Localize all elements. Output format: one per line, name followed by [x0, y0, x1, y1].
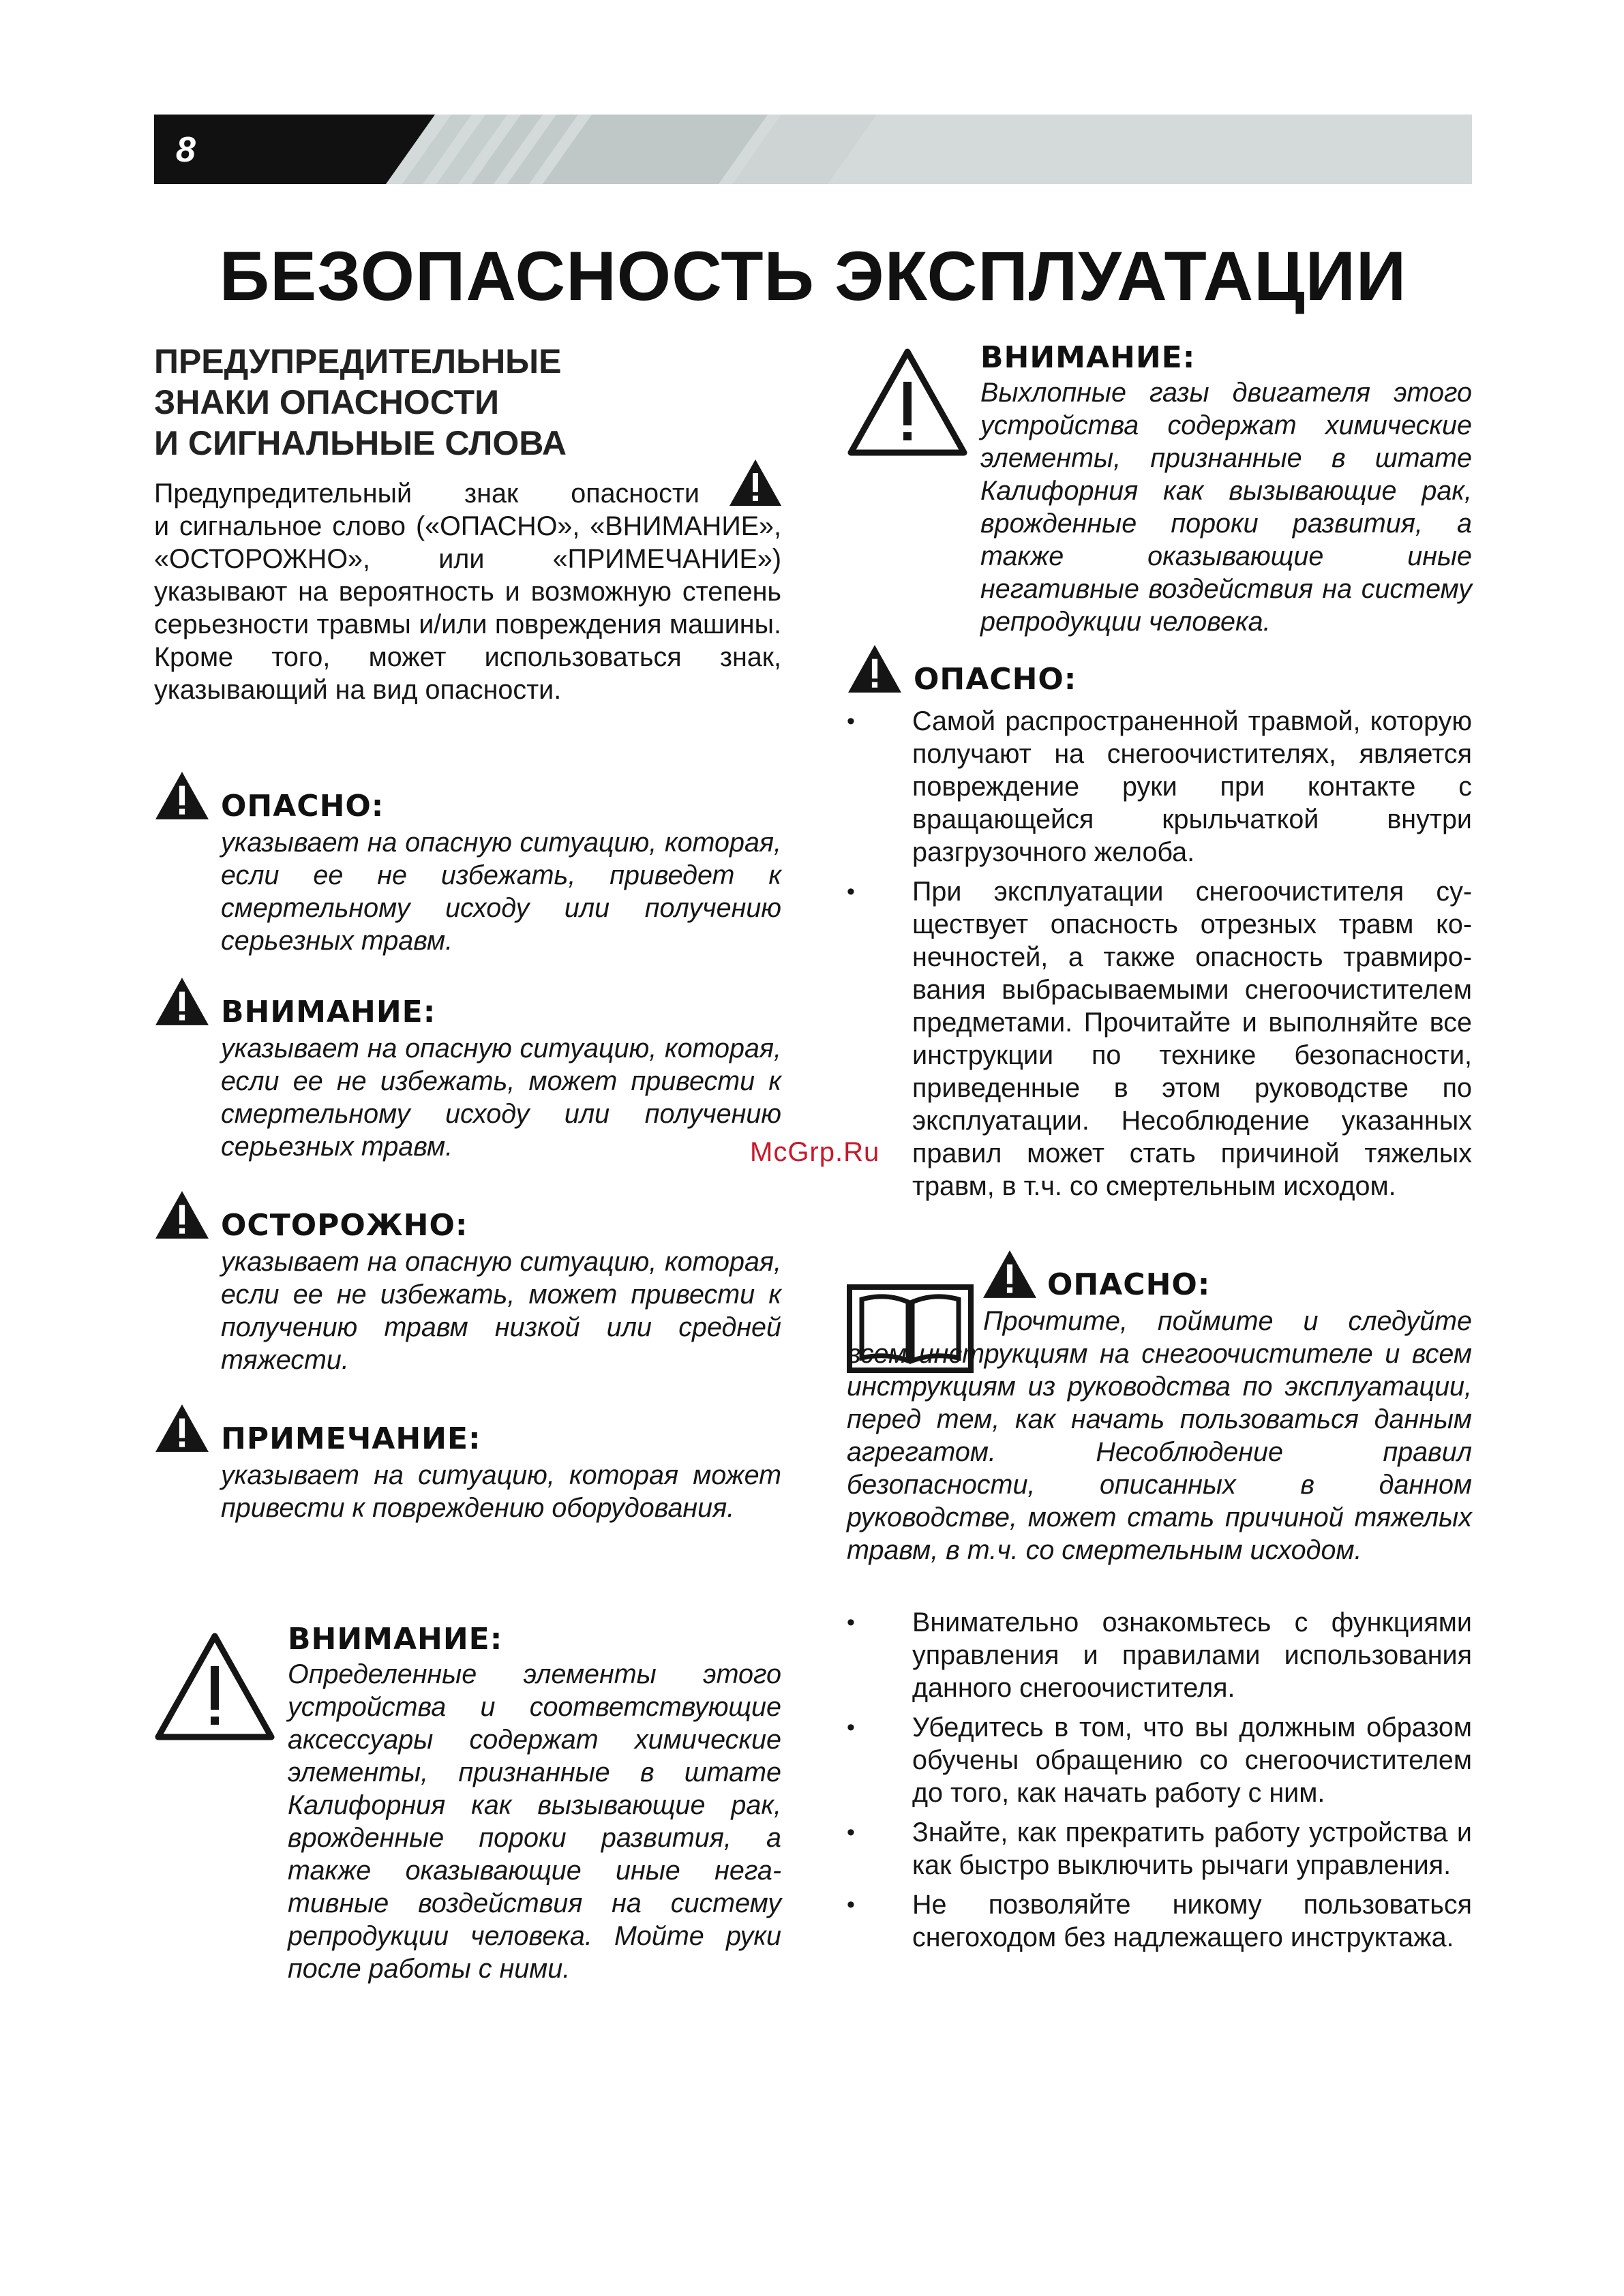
list-item: [847, 1888, 1472, 1954]
warning-text: Определенные элементы этого устройства и соответствующие аксессуары содержат химические элементы, признанные в штате Калифорния как вызывающие рак, врожденные пороки развития, а также оказывающие иные негативные воздействия на систему репродукции человека. Мойте руки после работы с ними.: [288, 1659, 781, 1984]
header-band: [154, 115, 1472, 184]
warning-triangle-icon: [154, 976, 210, 1027]
warning-triangle-icon: [154, 770, 210, 821]
danger-text: Прочтите, поймите и следуйте всем инструкциям на снегоочистителе и всем инструкциям из руководства по эксплуатации, перед тем, как начать пользоваться данным агрегатом. Несоблюдение правил безопасности, описанных в данном руководстве, может стать причиной тяжелых травм, в т.ч. со смертельным исходом.: [847, 1306, 1472, 1565]
list-item-text: Убедитесь в том, что вы должным образом обучены обращению со снегоочистителем до того, как начать работу с ним.: [912, 1712, 1472, 1808]
heading-line: ПРЕДУПРЕДИТЕЛЬНЫЕ: [154, 342, 562, 380]
watermark: McGrp.Ru: [750, 1137, 880, 1167]
list-item: [847, 1711, 1472, 1809]
page-title: БЕЗОПАСНОСТЬ ЭКСПЛУАТАЦИИ: [219, 237, 1407, 315]
list-item-text: Самой распространенной травмой, которую получают на снегоочистителях, является повреждение руки при контакте с вращающейся крыльчаткой внутри разгрузочного желоба.: [912, 706, 1472, 867]
list-item: [847, 705, 1472, 868]
intro-text: и сигнальное слово («ОПАСНО», «ВНИМАНИЕ», «ОСТОРОЖНО», или «ПРИМЕЧАНИЕ») указывают на вероятность и возможную степень серьезности травмы и/или повреждения машины. Кроме того, может использоваться знак, указывающий на вид опасности.: [154, 511, 781, 705]
signal-description: указывает на опасную ситуацию, которая, если ее не избежать, приведет к смертельному исходу или получению серьезных травм.: [221, 828, 781, 956]
warning-triangle-icon: [154, 1403, 210, 1453]
warning-triangle-icon: [728, 458, 783, 507]
bullet: •: [847, 879, 855, 905]
signal-description: указывает на ситуацию, которая может привести к повреждению оборудования.: [221, 1460, 781, 1523]
signal-word: ПРИМЕЧАНИЕ:: [221, 1421, 481, 1456]
heading-line: И СИГНАЛЬНЫЕ СЛОВА: [154, 424, 567, 462]
heading-line: ЗНАКИ ОПАСНОСТИ: [154, 383, 500, 421]
warning-outline-triangle-icon: [154, 1632, 275, 1741]
danger-bullet-list: [847, 1606, 1472, 1961]
bullet: •: [847, 1610, 855, 1635]
signal-word: ОПАСНО:: [1047, 1267, 1211, 1302]
signal-word: ОСТОРОЖНО:: [221, 1208, 468, 1243]
list-item: [847, 875, 1472, 1203]
signal-word: ВНИМАНИЕ:: [980, 340, 1196, 375]
warning-triangle-icon: [154, 1190, 210, 1240]
signal-description: указывает на опасную ситуацию, которая, если ее не избежать, может привести к получению травм низкой или средней тяжести.: [221, 1247, 781, 1375]
intro-first-line: Предупредительный знак опасности: [154, 479, 700, 509]
warning-outline-triangle-icon: [847, 348, 968, 457]
bullet: •: [847, 1819, 855, 1845]
page-number: 8: [176, 130, 196, 170]
intro-paragraph: [154, 477, 781, 706]
list-item-text: При эксплуатации снегоочистителя существует опасность отрезных травм конечностей, а также опасность травмирования выбрасываемыми снегоочистителем предметами. Прочитайте и выполняйте все инструкции по технике безопасности, приведенные в этом руководстве по эксплуатации. Несоблюдение указанных правил может стать причиной тяжелых травм, в т.ч. со смертельным исходом.: [912, 877, 1472, 1201]
warning-triangle-icon: [847, 644, 903, 694]
danger-bullet-list: [847, 705, 1472, 1209]
list-item: [847, 1606, 1472, 1704]
warning-text: Выхлопные газы двигателя этого устройства содержат химические элементы, признанные в штате Калифорния как вызывающие рак, врожденные пороки развития, а также оказывающие иные негативные воздействия на систему репродукции человека.: [980, 378, 1472, 637]
signal-word: ВНИМАНИЕ:: [221, 995, 436, 1029]
signal-description: указывает на опасную ситуацию, которая, если ее не избежать, может привести к смертельному исходу или получению серьезных травм.: [221, 1033, 781, 1162]
bullet: •: [847, 1715, 855, 1740]
warning-triangle-icon: [982, 1249, 1038, 1299]
signal-word: ОПАСНО:: [914, 662, 1077, 697]
list-item-text: Не позволяйте никому пользоваться снегоходом без надлежащего инструктажа.: [912, 1890, 1472, 1952]
list-item: [847, 1816, 1472, 1882]
signal-word: ОПАСНО:: [221, 789, 385, 824]
list-item-text: Внимательно ознакомьтесь с функциями управления и правилами использования данного снегоочистителя.: [912, 1607, 1472, 1703]
bullet: •: [847, 708, 855, 734]
left-heading: [154, 341, 781, 464]
signal-word: ВНИМАНИЕ:: [288, 1622, 503, 1657]
bullet: •: [847, 1892, 855, 1918]
list-item-text: Знайте, как прекратить работу устройства и как быстро выключить рычаги управления.: [912, 1817, 1472, 1880]
